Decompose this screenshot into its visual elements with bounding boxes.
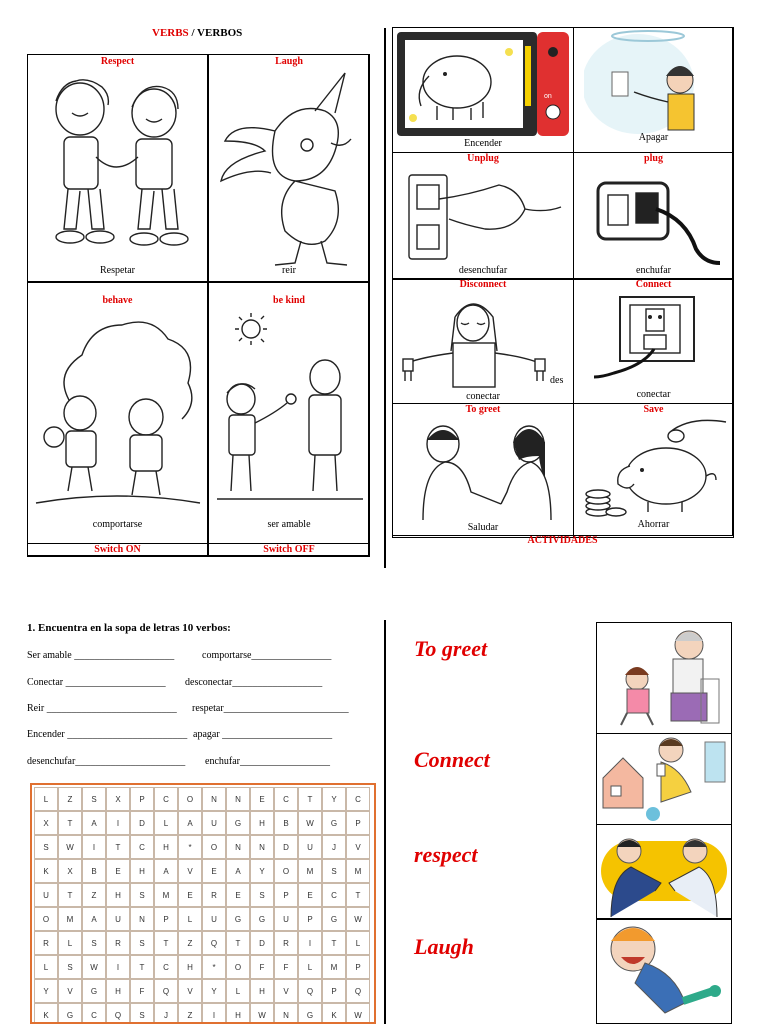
word-search-cell: O (274, 859, 298, 883)
card-title: Respect (100, 56, 135, 67)
word-search-cell: G (298, 1003, 322, 1024)
word-search-cell: X (34, 811, 58, 835)
match-word: respect (414, 842, 478, 867)
word-search-cell: H (250, 811, 274, 835)
word-search-cell: O (34, 907, 58, 931)
card-caption: Respetar (100, 265, 135, 276)
word-search-cell: U (298, 835, 322, 859)
word-search-cell: C (130, 835, 154, 859)
header-verbs: VERBS (152, 27, 189, 39)
word-search-cell: C (322, 883, 346, 907)
word-search-cell: H (106, 883, 130, 907)
word-search-cell: W (82, 955, 106, 979)
word-search-cell: W (346, 907, 370, 931)
girl-holding-plugs-illustration (399, 293, 549, 389)
plugged-outlet-illustration (594, 173, 724, 265)
console-on-label: on (544, 93, 552, 100)
word-search-cell: P (274, 883, 298, 907)
word-search-cell: G (322, 907, 346, 931)
word-search-cell: V (178, 859, 202, 883)
exercise-line (27, 729, 187, 740)
exercise-line (205, 756, 330, 767)
exercise-line (27, 650, 174, 661)
word-search-cell: J (322, 835, 346, 859)
laughing-boy-illustration (597, 919, 731, 1023)
exercise-line (202, 650, 331, 661)
word-search-cell: D (130, 811, 154, 835)
word-search-cell: T (58, 883, 82, 907)
word-search-cell: L (154, 811, 178, 835)
word-search-cell: L (178, 907, 202, 931)
card-title: be kind (273, 295, 305, 306)
word-search-cell: V (274, 979, 298, 1003)
blank-left: Ser amable ____________________ (27, 650, 175, 661)
blank-right: apagar ______________________ (193, 729, 333, 740)
word-search-cell: Q (154, 979, 178, 1003)
word-search-cell: R (202, 883, 226, 907)
header-separator: / (188, 27, 198, 39)
blank-right: desconectar__________________ (185, 677, 323, 688)
word-search-cell: U (202, 907, 226, 931)
word-search-cell: M (322, 955, 346, 979)
card-caption: Apagar (638, 132, 669, 143)
word-search-cell: S (58, 955, 82, 979)
word-search-cell: U (34, 883, 58, 907)
word-search-cell: G (322, 811, 346, 835)
word-search-cell: M (58, 907, 82, 931)
word-search-cell: P (322, 979, 346, 1003)
word-search-grid (30, 783, 376, 1024)
word-search-cell: S (82, 787, 106, 811)
word-search-cell: M (154, 883, 178, 907)
word-search-cell: * (178, 835, 202, 859)
word-search-cells (34, 787, 370, 1024)
word-search-cell: C (154, 955, 178, 979)
word-search-cell: S (130, 931, 154, 955)
word-search-cell: Z (178, 931, 202, 955)
word-search-cell: I (202, 1003, 226, 1024)
word-search-cell: P (346, 811, 370, 835)
picture-laughing-boy (596, 918, 732, 1024)
game-console-elephant-illustration (397, 32, 569, 136)
card-title: Unplug (467, 153, 499, 164)
boys-giving-apple-illustration (215, 313, 365, 509)
card-respect (27, 54, 208, 282)
card-caption: conectar (636, 389, 671, 400)
word-search-cell: T (106, 835, 130, 859)
word-search-cell: J (154, 1003, 178, 1024)
word-search-cell: C (274, 787, 298, 811)
card-title: To greet (465, 404, 501, 415)
word-search-cell: S (322, 859, 346, 883)
people-shaking-hands-illustration (417, 420, 557, 520)
word-search-cell: I (298, 931, 322, 955)
word-search-cell: N (274, 1003, 298, 1024)
word-search-cell: P (298, 907, 322, 931)
word-search-cell: R (274, 931, 298, 955)
word-search-cell: Q (202, 931, 226, 955)
match-word: Laugh (414, 934, 474, 959)
word-search-cell: V (178, 979, 202, 1003)
word-search-cell: T (130, 955, 154, 979)
word-search-cell: T (226, 931, 250, 955)
word-search-cell: U (202, 811, 226, 835)
column-divider-bottom (384, 620, 386, 1024)
word-search-cell: R (106, 931, 130, 955)
word-search-cell: R (34, 931, 58, 955)
card-laugh (208, 54, 370, 282)
card-caption: ser amable (267, 519, 311, 530)
card-caption: Saludar (467, 522, 499, 533)
word-search-cell: N (130, 907, 154, 931)
boys-under-tree-illustration (32, 313, 204, 509)
word-search-cell: V (346, 835, 370, 859)
laughing-bird-illustration (215, 71, 365, 267)
exercise-heading: 1. Encuentra en la sopa de letras 10 verbos: (27, 622, 231, 634)
word-search-cell: P (346, 955, 370, 979)
word-search-cell: N (250, 835, 274, 859)
word-search-cell: E (106, 859, 130, 883)
word-search-cell: T (298, 787, 322, 811)
blank-left: Conectar ____________________ (27, 677, 166, 688)
word-search-cell: Y (34, 979, 58, 1003)
word-search-cell: Q (298, 979, 322, 1003)
word-search-cell: U (106, 907, 130, 931)
word-search-cell: W (346, 1003, 370, 1024)
word-search-cell: V (58, 979, 82, 1003)
word-search-cell: Z (178, 1003, 202, 1024)
blank-right: comportarse________________ (202, 650, 332, 661)
word-search-cell: T (154, 931, 178, 955)
word-search-cell: I (106, 955, 130, 979)
word-search-cell: T (346, 883, 370, 907)
blank-right: respetar_________________________ (192, 703, 349, 714)
word-search-cell: F (130, 979, 154, 1003)
word-search-cell: E (250, 787, 274, 811)
card-caption-prefix: des (550, 375, 564, 386)
verbs-table-left (27, 54, 369, 556)
header-verbos: VERBOS (197, 27, 243, 39)
men-shaking-hands-illustration (597, 825, 731, 919)
word-search-cell: M (298, 859, 322, 883)
word-search-cell: W (58, 835, 82, 859)
picture-plugging-toy (596, 733, 732, 825)
card-title: Connect (635, 279, 672, 290)
card-title: behave (102, 295, 133, 306)
card-behave (27, 282, 208, 544)
exercise-line (192, 703, 349, 714)
card-caption: reir (282, 265, 296, 276)
word-search-cell: H (226, 1003, 250, 1024)
word-search-cell: H (130, 859, 154, 883)
word-search-cell: S (130, 1003, 154, 1024)
match-word: Connect (414, 747, 490, 772)
word-search-cell: K (322, 1003, 346, 1024)
word-search-cell: S (82, 931, 106, 955)
word-search-cell: P (130, 787, 154, 811)
word-search-cell: G (226, 907, 250, 931)
word-search-cell: B (274, 811, 298, 835)
card-switch-off (208, 543, 370, 557)
word-search-cell: T (58, 811, 82, 835)
word-search-cell: K (34, 859, 58, 883)
word-search-cell: P (154, 907, 178, 931)
card-title: plug (644, 153, 663, 164)
two-boys-handshake-illustration (38, 77, 198, 263)
word-search-cell: A (226, 859, 250, 883)
word-search-cell: Q (106, 1003, 130, 1024)
card-be-kind (208, 282, 370, 544)
word-search-cell: G (250, 907, 274, 931)
word-search-cell: H (178, 955, 202, 979)
woman-switching-off-light-illustration (584, 30, 724, 134)
word-search-cell: Y (250, 859, 274, 883)
word-search-cell: C (82, 1003, 106, 1024)
card-save (573, 403, 734, 538)
card-title: Disconnect (459, 279, 507, 290)
word-search-cell: A (154, 859, 178, 883)
word-search-cell: G (58, 1003, 82, 1024)
word-search-cell: A (82, 907, 106, 931)
word-search-cell: E (202, 859, 226, 883)
card-title: Switch ON (94, 544, 141, 555)
word-search-cell: L (298, 955, 322, 979)
word-search-cell: G (82, 979, 106, 1003)
word-search-cell: N (226, 787, 250, 811)
exercise-line (27, 756, 185, 767)
word-search-cell: O (178, 787, 202, 811)
word-search-cell: L (346, 931, 370, 955)
girl-helping-grandma-illustration (597, 623, 731, 733)
word-search-cell: D (250, 931, 274, 955)
card-title: Laugh (275, 56, 303, 67)
word-search-cell: L (34, 787, 58, 811)
word-search-cell: Y (322, 787, 346, 811)
card-unplug (392, 152, 574, 280)
word-search-cell: A (82, 811, 106, 835)
card-caption: enchufar (636, 265, 671, 276)
blank-left: desenchufar______________________ (27, 756, 186, 767)
word-search-cell: X (58, 859, 82, 883)
word-search-cell: Z (58, 787, 82, 811)
card-encender (392, 27, 574, 153)
card-switch-on (27, 543, 208, 557)
exercise-line (27, 703, 177, 714)
word-search-cell: C (154, 787, 178, 811)
word-search-cell: Q (346, 979, 370, 1003)
word-search-cell: S (250, 883, 274, 907)
wall-socket-connected-illustration (594, 295, 724, 387)
word-search-cell: K (34, 1003, 58, 1024)
blank-left: Reir __________________________ (27, 703, 177, 714)
word-search-cell: O (202, 835, 226, 859)
word-search-cell: L (58, 931, 82, 955)
word-search-cell: X (106, 787, 130, 811)
word-search-cell: L (34, 955, 58, 979)
blank-right: enchufar__________________ (205, 756, 330, 767)
blank-left: Encender ________________________ (27, 729, 188, 740)
column-divider-top (384, 28, 386, 568)
card-title: Switch OFF (263, 544, 315, 555)
word-search-cell: C (346, 787, 370, 811)
card-disconnect (392, 278, 574, 404)
card-caption: Ahorrar (637, 519, 670, 530)
word-search-cell: A (178, 811, 202, 835)
picture-handshake (596, 824, 732, 920)
word-search-cell: L (226, 979, 250, 1003)
word-search-cell: D (274, 835, 298, 859)
word-search-cell: O (226, 955, 250, 979)
word-search-cell: I (106, 811, 130, 835)
word-search-cell: E (226, 883, 250, 907)
word-search-cell: B (82, 859, 106, 883)
verbs-table-right (392, 27, 733, 536)
word-search-cell: Y (202, 979, 226, 1003)
word-search-cell: E (298, 883, 322, 907)
card-caption: comportarse (92, 519, 143, 530)
card-connect (573, 278, 734, 404)
match-word: To greet (414, 636, 488, 661)
word-search-cell: N (226, 835, 250, 859)
card-caption: Encender (464, 138, 502, 149)
word-search-cell: F (250, 955, 274, 979)
word-search-cell: N (202, 787, 226, 811)
word-search-cell: W (250, 1003, 274, 1024)
word-search-cell: T (322, 931, 346, 955)
word-search-cell: H (250, 979, 274, 1003)
word-search-cell: E (178, 883, 202, 907)
card-caption: desenchufar (458, 265, 508, 276)
word-search-cell: I (82, 835, 106, 859)
card-apagar (573, 27, 734, 153)
picture-helping-grandma (596, 622, 732, 734)
word-search-cell: * (202, 955, 226, 979)
piggy-bank-coins-illustration (578, 416, 732, 520)
word-search-cell: S (130, 883, 154, 907)
word-search-cell: F (274, 955, 298, 979)
word-search-cell: Z (82, 883, 106, 907)
activities-heading: ACTIVIDADES (527, 535, 598, 546)
card-to-greet (392, 403, 574, 538)
word-search-cell: H (154, 835, 178, 859)
word-search-cell: H (106, 979, 130, 1003)
hand-unplugging-illustration (407, 171, 563, 263)
card-title: Save (643, 404, 664, 415)
section-header (152, 27, 242, 39)
word-search-cell: U (274, 907, 298, 931)
word-search-cell: G (226, 811, 250, 835)
exercise-line (27, 677, 166, 688)
card-plug (573, 152, 734, 280)
word-search-cell: W (298, 811, 322, 835)
kid-plugging-house-illustration (597, 734, 731, 824)
exercise-line (193, 729, 332, 740)
word-search-cell: M (346, 859, 370, 883)
card-caption: conectar (466, 391, 500, 402)
exercise-line (185, 677, 322, 688)
word-search-cell: S (34, 835, 58, 859)
